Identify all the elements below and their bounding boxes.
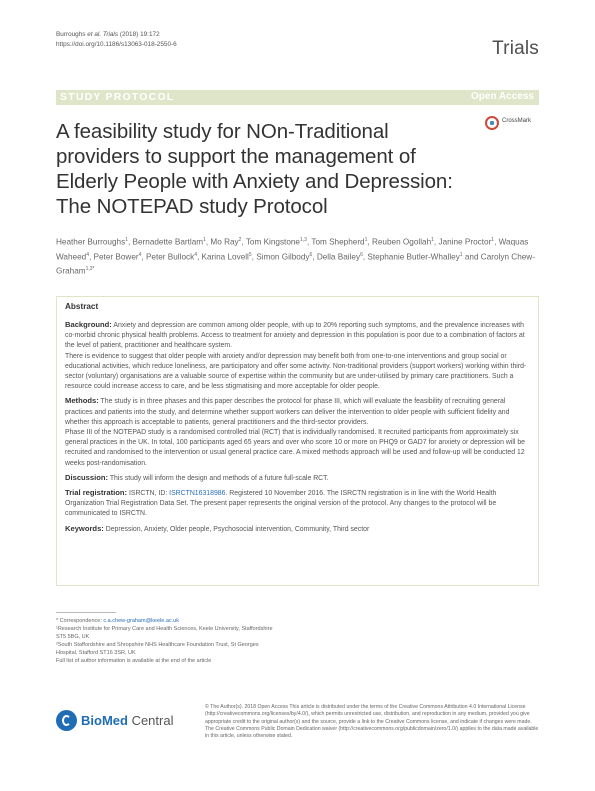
crossmark-badge[interactable] xyxy=(485,115,545,135)
biomed-central-icon xyxy=(56,710,77,731)
methods-label: Methods: xyxy=(65,396,99,406)
author: Stephanie Butler-Whalley xyxy=(367,252,460,262)
methods-text: The study is in three phases and this paper describes the protocol for phase III, which will evaluate the feasibility of recruiting general practices and patients into the study, and determine whether support workers can deliver the intervention to older people with sufficient fidelity and whether this approach is acceptable to patients, general practitioners and the third-sector providers. xyxy=(65,398,510,426)
article-title: A feasibility study for NOn-Traditional providers to support the management of Elderly People with Anxiety and Depression: The NOTEPAD study Protocol xyxy=(56,120,453,218)
publisher-logo xyxy=(56,710,181,734)
author: Heather Burroughs xyxy=(56,237,126,247)
footnotes xyxy=(56,617,276,665)
publisher-name-light: Central xyxy=(127,713,174,728)
trial-registration-label: Trial registration: xyxy=(65,488,128,498)
publisher-name xyxy=(81,713,173,728)
journal-name: Trials xyxy=(492,38,539,59)
methods-paragraph-2: Phase III of the NOTEPAD study is a randomised controlled trial (RCT) that is individually randomised. It recruited participants from approximately six general practices in the UK. In total, 100 participants aged 65 years and over who score 10 or more on PHQ9 or GAD7 for anxiety or depression will be recruited and randomised to the intervention or usual general practice care. A mixed methods approach will be used and follow-up will be conducted 12 weeks post-randomisation. xyxy=(65,429,526,467)
abstract-box xyxy=(56,296,539,586)
abstract-methods xyxy=(65,396,531,428)
author: Bernadette Bartlam xyxy=(132,237,204,247)
author: Karina Lovell xyxy=(201,252,249,262)
citation-journal: et al. Trials xyxy=(87,31,119,38)
article-type-banner xyxy=(56,90,539,105)
abstract-trial-registration xyxy=(65,488,531,520)
abstract-keywords xyxy=(65,524,531,535)
discussion-label: Discussion: xyxy=(65,472,109,482)
background-label: Background: xyxy=(65,320,112,329)
trial-registration-pre: ISRCTN, ID: xyxy=(127,490,170,498)
author: Della Bailey xyxy=(316,252,361,262)
author: Tom Kingstone xyxy=(245,237,300,247)
abstract-background xyxy=(65,320,531,352)
crossmark-icon xyxy=(485,116,499,130)
author: Mo Ray xyxy=(210,237,239,247)
article-type-label: STUDY PROTOCOL xyxy=(60,91,175,103)
author: Peter Bower xyxy=(93,252,139,262)
article-citation xyxy=(56,30,177,49)
correspondence-email[interactable]: c.a.chew-graham@keele.ac.uk xyxy=(103,618,179,624)
footnote-divider xyxy=(56,612,116,613)
abstract-discussion xyxy=(65,473,531,484)
trial-registration-link[interactable]: ISRCTN16318986 xyxy=(169,490,226,498)
affiliation: ¹Research Institute for Primary Care and Health Sciences, Keele University, Staffordshire ST5 5BG, UK xyxy=(56,626,273,640)
affiliation: ²South Staffordshire and Shropshire NHS Healthcare Foundation Trust, St Georges Hospital, Stafford ST16 3SR, UK xyxy=(56,642,259,656)
correspondence-label: * Correspondence: xyxy=(56,618,104,624)
open-access-label: Open Access xyxy=(471,91,534,102)
citation-authors: Burroughs xyxy=(56,31,88,38)
keywords-label: Keywords: xyxy=(65,523,104,533)
author: Tom Shepherd xyxy=(311,237,365,247)
author: Janine Proctor xyxy=(438,237,492,247)
license-statement: © The Author(s). 2018 Open Access This article is distributed under the terms of the Creative Commons Attribution 4.0 International License (http://creativecommons.org/licenses/by/4.0/), which permits unrestricted use, distribution, and reproduction in any medium, provided you give appropriate credit to the original author(s) and the source, provide a link to the Creative Commons license, and indicate if changes were made. The Creative Commons Public Domain Dedication waiver (http://creativecommons.org/publicdomain/zero/1.0/) applies to the data made available in this article, unless otherwise stated. xyxy=(205,704,539,740)
doi-link[interactable]: https://doi.org/10.1186/s13063-018-2550-6 xyxy=(56,40,177,48)
correspondence xyxy=(56,617,276,625)
background-paragraph-2: There is evidence to suggest that older people with anxiety and/or depression may benefit both from one-to-one interventions and group social or educational activities, which reduce loneliness, are participatory and offer some activity. Non-traditional providers (support workers) working within third-sector (voluntary) organisations are a valuable source of expertise within the community but are under-utilised by primary care practitioners. Such a resource could increase access to care, and be less stigmatising and more acceptable for older people. xyxy=(65,352,527,391)
discussion-text: This study will inform the design and methods of a future full-scale RCT. xyxy=(108,474,329,482)
author: Simon Gilbody xyxy=(256,252,310,262)
trial-registration-text: . Registered 10 November 2016. The ISRCTN registration is in line with the World Health Organization Trial Registration Data Set. The present paper represents the original version of the protocol. Any changes to the protocol will be communicated to ISRCTN. xyxy=(65,490,497,518)
author-information-note: Full list of author information is available at the end of the article xyxy=(56,658,212,664)
author-list: Heather Burroughs$^1$, Bernadette Bartlam$^1$, Mo Ray$^2$, Tom Kingstone$^{1,3}$, Tom Shepherd$^1$, Reuben Ogollah$^1$, Janine Proctor$^1$, Waquas Waheed$^4$, Peter Bower$^4$, Peter Bullock$^4$, Karina Lovell$^5$, Simon Gilbody$^6$, Della Bailey$^6$, Stephanie Butler-Whalley$^1$ and Carolyn Chew-Graham$^{1,3*}$ xyxy=(56,237,535,277)
crossmark-label: CrossMark xyxy=(502,118,532,124)
publisher-name-bold: BioMed xyxy=(81,713,128,728)
author: Reuben Ogollah xyxy=(371,237,432,247)
abstract-heading: Abstract xyxy=(65,302,99,311)
author: Peter Bullock xyxy=(145,252,195,262)
abstract-body xyxy=(65,320,531,535)
citation-year-volume: (2018) 19:172 xyxy=(118,31,160,38)
keywords-text: Depression, Anxiety, Older people, Psychosocial intervention, Community, Third sector xyxy=(103,525,370,533)
author: Waquas Waheed xyxy=(56,237,529,262)
background-text: Anxiety and depression are common among older people, with up to 20% reporting such symptoms, and the prevalence increases with co-morbid chronic physical health problems. Access to treatment for anxiety and depression in this population is poor due to a combination of factors at the level of patient, practitioner and healthcare system. xyxy=(65,322,525,350)
author: Carolyn Chew-Graham xyxy=(56,252,535,277)
